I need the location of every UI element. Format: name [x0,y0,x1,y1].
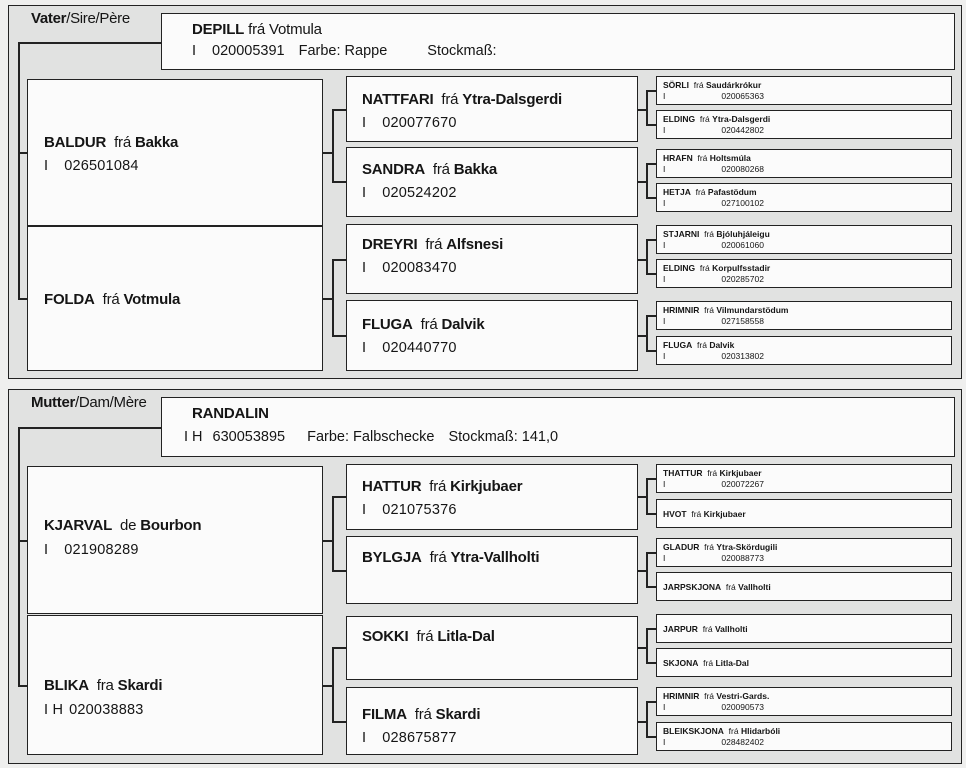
connector [332,335,346,337]
connector [332,109,346,111]
connector [646,239,648,274]
dam-grandparent-1-name: HATTUR frá Kirkjubaer [362,478,523,495]
sire-pedigree-panel [8,5,962,379]
connector [332,647,334,722]
sire-great-grandparent-7-box [656,301,952,330]
connector [646,586,656,588]
dam-great-grandparent-4-name: JARPSKJONA frá Vallholti [663,582,771,592]
sire-grandparent-4-box [346,300,638,371]
dam-great-grandparent-8-box [656,722,952,751]
sire-great-grandparent-2-box [656,110,952,139]
connector [332,647,346,649]
connector [332,259,346,261]
dam-grandparent-4-name: FILMA frá Skardi [362,706,481,723]
connector [646,90,648,125]
dam-great-grandparent-1-box [656,464,952,493]
sire-great-grandparent-4-box [656,183,952,212]
connector [646,478,656,480]
sire-great-grandparent-6-name: ELDING frá Korpulfsstadir [663,263,771,273]
sire-name: DEPILL frá Votmula [192,21,322,38]
connector [646,552,656,554]
dam-great-grandparent-7-name: HRIMNIR frá Vestri-Gards. [663,691,770,701]
connector [646,315,656,317]
sire-grandparent-2-reg: I 020524202 [362,185,457,201]
connector [332,721,346,723]
dam-grandparent-3-box [346,616,638,680]
dam-parent-1-reg: I 021908289 [44,542,139,558]
dam-great-grandparent-7-box [656,687,952,716]
sire-parent-2-box [27,226,323,371]
connector [18,540,27,542]
dam-parent-2-name: BLIKA fra Skardi [44,677,163,694]
dam-parent-1-name: KJARVAL de Bourbon [44,517,202,534]
connector [646,513,656,515]
connector [332,496,334,571]
sire-great-grandparent-1-reg: I 020065363 [663,91,764,101]
sire-grandparent-1-box [346,76,638,142]
connector [332,570,346,572]
dam-grandparent-2-box [346,536,638,604]
connector [332,109,334,182]
connector [646,628,648,663]
dam-great-grandparent-6-box [656,648,952,677]
sire-grandparent-3-reg: I 020083470 [362,260,457,276]
dam-parent-2-reg: I H 020038883 [44,702,144,718]
dam-parent-2-box [27,615,323,755]
sire-parent-1-reg: I 026501084 [44,158,139,174]
sire-great-grandparent-4-name: HETJA frá Pafastödum [663,187,757,197]
connector [646,315,648,351]
connector [646,701,648,737]
dam-great-grandparent-3-box [656,538,952,567]
sire-great-grandparent-4-reg: I 027100102 [663,198,764,208]
sire-grandparent-1-reg: I 020077670 [362,115,457,131]
connector [646,273,656,275]
sire-great-grandparent-6-box [656,259,952,288]
sire-grandparent-3-name: DREYRI frá Alfsnesi [362,236,504,253]
dam-grandparent-1-reg: I 021075376 [362,502,457,518]
dam-grandparent-4-box [346,687,638,755]
connector [18,427,20,686]
sire-great-grandparent-7-name: HRIMNIR frá Vilmundarstödum [663,305,789,315]
connector [332,496,346,498]
dam-great-grandparent-1-name: THATTUR frá Kirkjubaer [663,468,762,478]
dam-great-grandparent-2-box [656,499,952,528]
sire-great-grandparent-8-reg: I 020313802 [663,351,764,361]
sire-grandparent-1-name: NATTFARI frá Ytra-Dalsgerdi [362,91,562,108]
sire-great-grandparent-1-box [656,76,952,105]
dam-grandparent-2-name: BYLGJA frá Ytra-Vallholti [362,549,540,566]
dam-parent-1-box [27,466,323,614]
connector [646,163,656,165]
sire-parent-1-name: BALDUR frá Bakka [44,134,179,151]
dam-great-grandparent-8-name: BLEIKSKJONA frá Hlidarbóli [663,726,781,736]
dam-great-grandparent-1-reg: I 020072267 [663,479,764,489]
dam-name: RANDALIN [192,405,269,422]
sire-main-box [161,13,955,70]
dam-great-grandparent-3-name: GLADUR frá Ytra-Skördugili [663,542,778,552]
connector [332,181,346,183]
sire-details: I 020005391 Farbe: Rappe Stockmaß: [192,43,497,59]
sire-section-label: Vater/Sire/Père [31,10,130,27]
connector [646,350,656,352]
connector [646,736,656,738]
dam-great-grandparent-8-reg: I 028482402 [663,737,764,747]
connector [646,552,648,587]
sire-great-grandparent-2-name: ELDING frá Ytra-Dalsgerdi [663,114,771,124]
sire-great-grandparent-5-box [656,225,952,254]
sire-great-grandparent-2-reg: I 020442802 [663,125,764,135]
connector [646,90,656,92]
connector [646,124,656,126]
dam-main-box [161,397,955,457]
connector [646,197,656,199]
dam-pedigree-panel [8,389,962,764]
sire-great-grandparent-5-name: STJARNI frá Bjóluhjáleigu [663,229,770,239]
sire-great-grandparent-5-reg: I 020061060 [663,240,764,250]
dam-great-grandparent-5-box [656,614,952,643]
connector [18,427,161,429]
dam-grandparent-3-name: SOKKI frá Litla-Dal [362,628,495,645]
sire-great-grandparent-3-reg: I 020080268 [663,164,764,174]
dam-great-grandparent-7-reg: I 020090573 [663,702,764,712]
dam-details: I H 630053895 Farbe: Falbschecke Stockmaß: 141,0 [184,429,559,445]
connector [646,628,656,630]
sire-grandparent-3-box [346,224,638,294]
dam-section-label: Mutter/Dam/Mère [31,394,147,411]
dam-great-grandparent-4-box [656,572,952,601]
sire-grandparent-4-reg: I 020440770 [362,340,457,356]
dam-great-grandparent-6-name: SKJONA frá Litla-Dal [663,658,749,668]
dam-great-grandparent-5-name: JARPUR frá Vallholti [663,624,748,634]
connector [18,298,27,300]
dam-great-grandparent-2-name: HVOT frá Kirkjubaer [663,509,746,519]
connector [646,701,656,703]
dam-great-grandparent-3-reg: I 020088773 [663,553,764,563]
connector [332,259,334,336]
sire-great-grandparent-1-name: SÖRLI frá Saudárkrókur [663,80,762,90]
sire-great-grandparent-3-box [656,149,952,178]
connector [18,42,161,44]
sire-grandparent-2-box [346,147,638,217]
connector [646,662,656,664]
sire-great-grandparent-6-reg: I 020285702 [663,274,764,284]
sire-grandparent-2-name: SANDRA frá Bakka [362,161,497,178]
connector [18,42,20,299]
dam-grandparent-1-box [346,464,638,530]
dam-grandparent-4-reg: I 028675877 [362,730,457,746]
connector [18,685,27,687]
connector [646,239,656,241]
sire-parent-1-box [27,79,323,226]
sire-great-grandparent-3-name: HRAFN frá Holtsmúla [663,153,751,163]
sire-parent-2-name: FOLDA frá Votmula [44,291,181,308]
connector [646,478,648,514]
sire-great-grandparent-7-reg: I 027158558 [663,316,764,326]
connector [18,152,27,154]
sire-grandparent-4-name: FLUGA frá Dalvik [362,316,485,333]
sire-great-grandparent-8-box [656,336,952,365]
connector [646,163,648,198]
sire-great-grandparent-8-name: FLUGA frá Dalvik [663,340,735,350]
